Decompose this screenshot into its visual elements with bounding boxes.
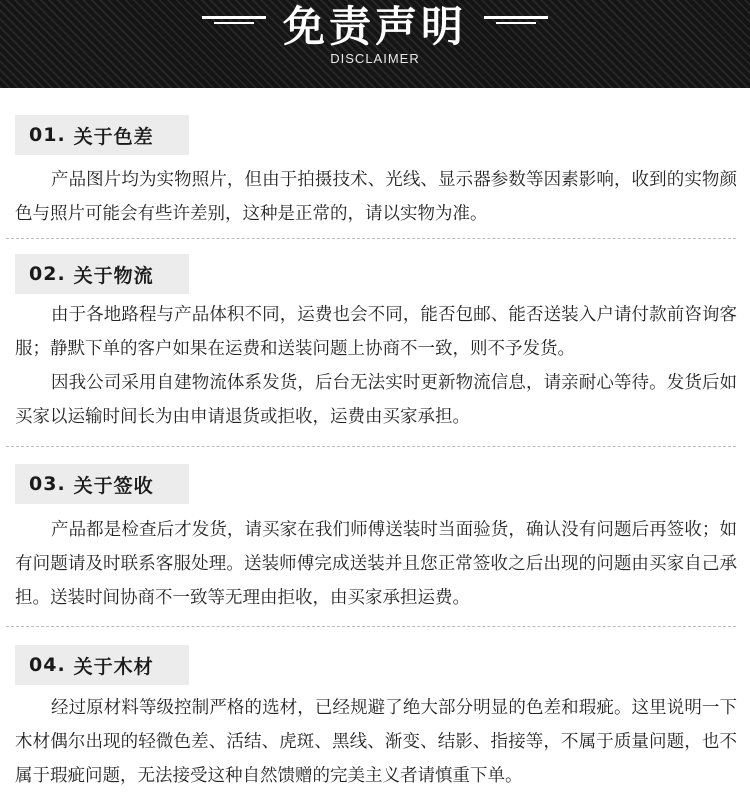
section-title: 关于色差 <box>73 125 154 148</box>
paragraph: 因我公司采用自建物流体系发货，后台无法实时更新物流信息，请亲耐心等待。发货后如买家以运输时间长为由申请退货或拒收，运费由买家承担。 <box>15 373 737 427</box>
section-number: 01. <box>29 124 66 146</box>
section-heading <box>15 464 189 504</box>
page-subtitle: DISCLAIMER <box>330 51 420 66</box>
section-number: 04. <box>29 654 66 676</box>
section-heading <box>15 645 189 685</box>
divider <box>6 238 736 239</box>
paragraph: 产品都是检查后才发货，请买家在我们师傅送装时当面验货，确认没有问题后再签收；如有问题请及时联系客服处理。送装师傅完成送装并且您正常签收之后出现的问题由买家自己承担。送装时间协商不一致等无理由拒收，由买家承担运费。 <box>15 520 737 608</box>
section-number: 02. <box>29 263 66 285</box>
section-heading <box>15 254 189 294</box>
section-number: 03. <box>29 473 66 495</box>
divider <box>6 446 736 447</box>
section-title: 关于签收 <box>73 474 154 497</box>
section-title: 关于木材 <box>73 655 154 678</box>
section-title: 关于物流 <box>73 264 154 287</box>
paragraph: 由于各地路程与产品体积不同，运费也会不同，能否包邮、能否送装入户请付款前咨询客服；静默下单的客户如果在运费和送装问题上协商不一致，则不予发货。 <box>15 305 737 359</box>
page-title: 免责声明 <box>282 2 467 51</box>
header-banner <box>0 0 750 88</box>
divider <box>6 626 736 627</box>
section-heading <box>15 115 189 155</box>
paragraph: 产品图片均为实物照片，但由于拍摄技术、光线、显示器参数等因素影响，收到的实物颜色与照片可能会有些许差别，这种是正常的，请以实物为准。 <box>15 170 737 224</box>
paragraph: 经过原材料等级控制严格的选材，已经规避了绝大部分明显的色差和瑕疵。这里说明一下木材偶尔出现的轻微色差、活结、虎斑、黑线、渐变、结影、指接等，不属于质量问题，也不属于瑕疵问题，无法接受这种自然馈赠的完美主义者请慎重下单。 <box>15 698 737 786</box>
